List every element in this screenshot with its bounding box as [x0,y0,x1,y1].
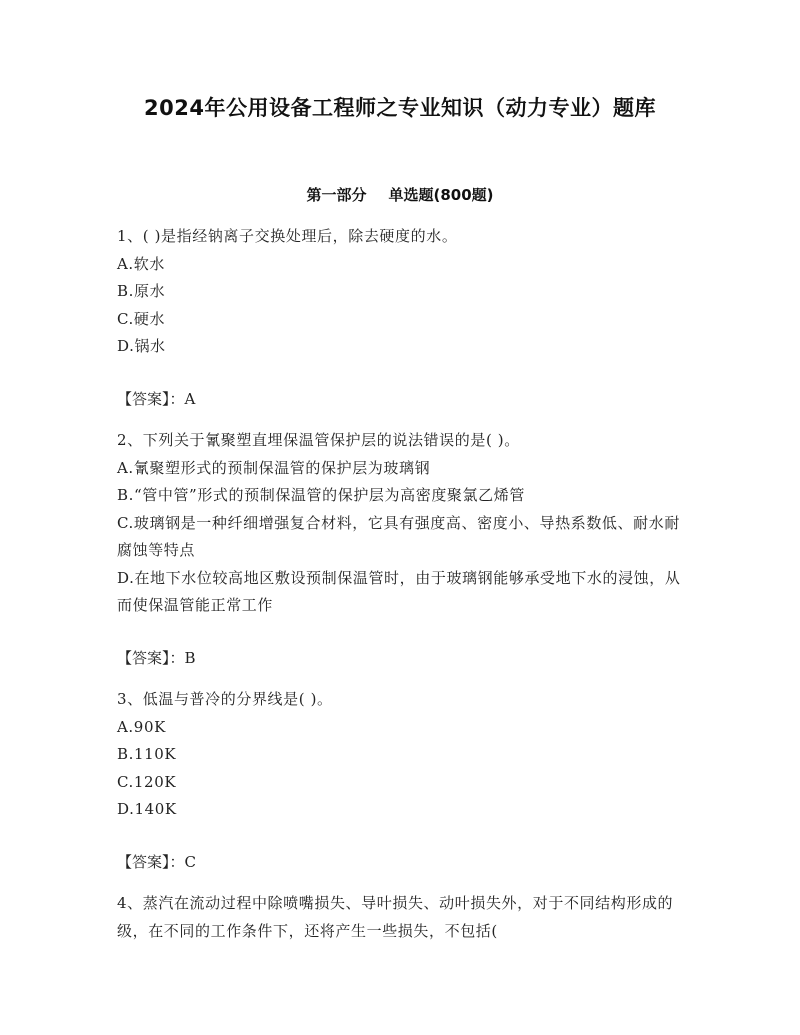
option-c: C.120K [117,772,177,791]
answer-line [117,849,682,877]
option-d: D.在地下水位较高地区敷设预制保温管时，由于玻璃钢能够承受地下水的浸蚀，从而使保温管能正常工作 [117,568,681,614]
section-heading [0,184,800,205]
question-3 [117,686,682,876]
answer-label: 【答案】： [117,852,185,871]
document-title: 2024年公用设备工程师之专业知识（动力专业）题库 [144,96,656,120]
section-name: 单选题(800题) [388,186,494,204]
option-c: C.玻璃钢是一种纤细增强复合材料，它具有强度高、密度小、导热系数低、耐水耐腐蚀等特点 [117,513,680,559]
option-d: D.锅水 [117,337,166,355]
answer-line [117,645,682,673]
option-b: B.原水 [117,282,166,300]
option-b: B.“管中管”形式的预制保温管的保护层为高密度聚氯乙烯管 [117,486,525,504]
question-2 [117,427,682,672]
option-d: D.140K [117,800,177,818]
option-a: A.90K [117,717,166,736]
question-stem: 3、低温与普冷的分界线是( )。 [117,690,333,708]
option-b: B.110K [117,745,177,763]
section-part: 第一部分 [306,186,367,204]
answer-value: B [184,648,197,667]
question-list [117,223,682,945]
question-stem: 1、( )是指经钠离子交换处理后，除去硬度的水。 [117,227,458,245]
answer-label: 【答案】： [117,389,185,408]
question-4 [117,890,682,945]
question-1 [117,223,682,413]
question-stem: 2、下列关于氰聚塑直埋保温管保护层的说法错误的是( )。 [117,431,520,449]
option-a: A.软水 [117,254,166,273]
answer-label: 【答案】： [117,648,185,667]
answer-line [117,386,682,414]
answer-value: C [184,852,197,871]
option-a: A.氰聚塑形式的预制保温管的保护层为玻璃钢 [117,458,431,477]
option-c: C.硬水 [117,309,166,328]
question-stem: 4、蒸汽在流动过程中除喷嘴损失、导叶损失、动叶损失外，对于不同结构形成的级，在不同的工作条件下，还将产生一些损失，不包括( [117,894,674,940]
answer-value: A [184,389,196,408]
